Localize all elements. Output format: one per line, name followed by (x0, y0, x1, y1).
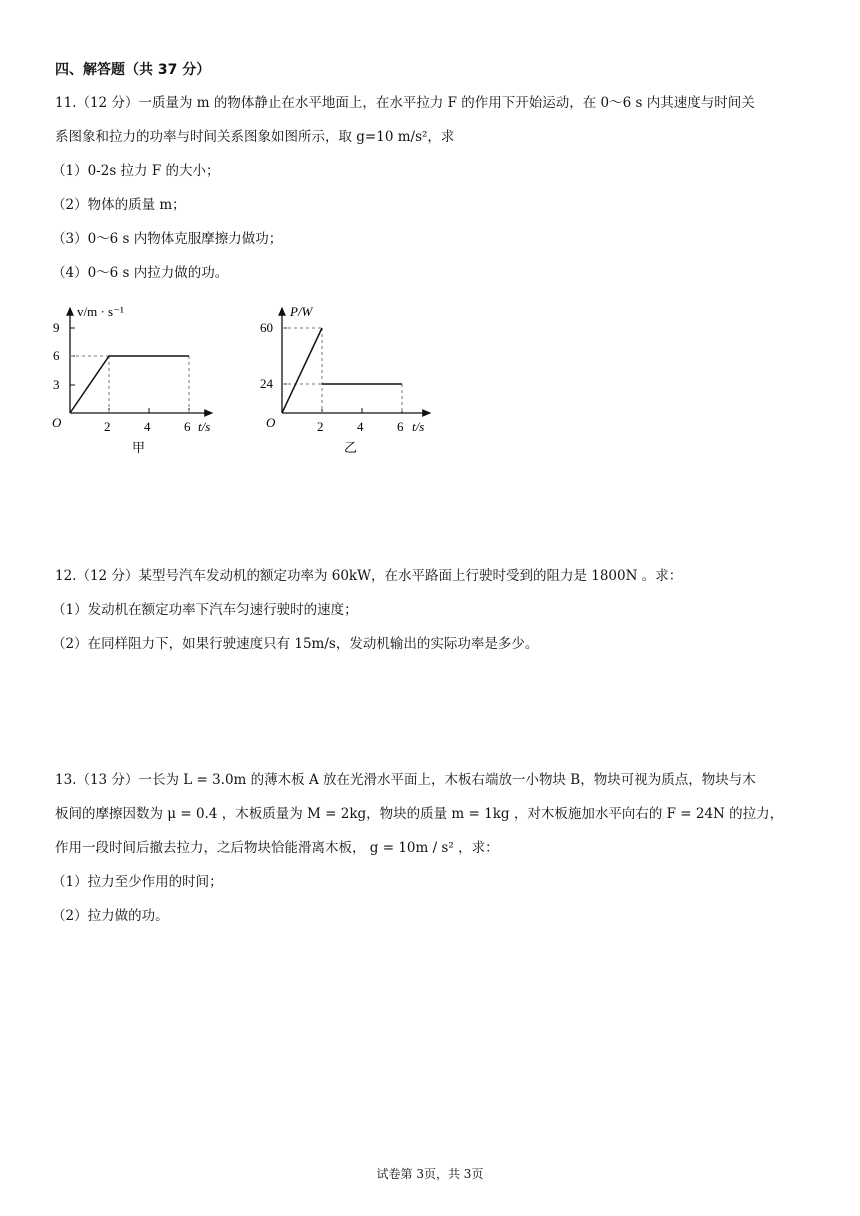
x-tick-label-2: 2 (317, 419, 324, 434)
y-axis-label: P/W (290, 304, 313, 319)
x-axis-label: t/s (412, 419, 425, 434)
q11-part-2: （2）物体的质量 m； (52, 197, 186, 213)
q11-part-1: （1）0-2s 拉力 F 的大小； (52, 163, 220, 179)
section-title: 四、解答题（共 37 分） (55, 62, 211, 78)
y-tick-label-60: 60 (260, 320, 273, 335)
y-tick-label-3: 3 (53, 377, 60, 392)
q13-part-1: （1）拉力至少作用的时间； (52, 874, 223, 890)
q11-part-4: （4）0～6 s 内拉力做的功。 (52, 265, 229, 281)
q12-line-1: 12.（12 分）某型号汽车发动机的额定功率为 60kW，在水平路面上行驶时受到的阻力是 1800N 。求： (55, 568, 683, 584)
q11-part-3: （3）0～6 s 内物体克服摩擦力做功； (52, 231, 283, 247)
q12-part-2: （2）在同样阻力下，如果行驶速度只有 15m/s，发动机输出的实际功率是多少。 (52, 636, 539, 652)
power-series-rise (282, 328, 322, 413)
q12-part-1: （1）发动机在额定功率下汽车匀速行驶时的速度； (52, 602, 358, 618)
y-tick-label-6: 6 (53, 348, 60, 363)
x-tick-label-6: 6 (184, 419, 191, 434)
power-time-graph (260, 300, 450, 460)
figure-caption-jia: 甲 (132, 440, 146, 455)
origin-label: O (266, 415, 276, 430)
velocity-series-line (70, 356, 189, 413)
q13-line-2: 板间的摩擦因数为 μ = 0.4 ，木板质量为 M = 2kg，物块的质量 m = 1kg ，对木板施加水平向右的 F = 24N 的拉力， (55, 806, 784, 822)
page-footer: 试卷第 3页，共 3页 (376, 1167, 484, 1181)
y-axis-label: v/m · s⁻¹ (77, 304, 124, 319)
x-tick-label-4: 4 (144, 419, 151, 434)
y-tick-label-24: 24 (260, 376, 273, 391)
x-tick-label-2: 2 (104, 419, 111, 434)
velocity-time-graph (50, 300, 230, 460)
q13-part-2: （2）拉力做的功。 (52, 908, 169, 924)
y-tick-label-9: 9 (53, 320, 60, 335)
origin-label: O (52, 415, 62, 430)
x-tick-label-4: 4 (357, 419, 364, 434)
q11-line-2: 系图象和拉力的功率与时间关系图象如图所示，取 g=10 m/s²，求 (55, 129, 455, 145)
x-axis-label: t/s (198, 419, 211, 434)
x-tick-label-6: 6 (397, 419, 404, 434)
q13-line-3: 作用一段时间后撤去拉力，之后物块恰能滑离木板， g = 10m / s² ，求： (55, 840, 499, 856)
q11-line-1: 11.（12 分）一质量为 m 的物体静止在水平地面上，在水平拉力 F 的作用下开始运动，在 0～6 s 内其速度与时间关 (55, 95, 755, 111)
figure-caption-yi: 乙 (344, 440, 358, 455)
q13-line-1: 13.（13 分）一长为 L = 3.0m 的薄木板 A 放在光滑水平面上，木板右端放一小物块 B，物块可视为质点，物块与木 (55, 772, 756, 788)
